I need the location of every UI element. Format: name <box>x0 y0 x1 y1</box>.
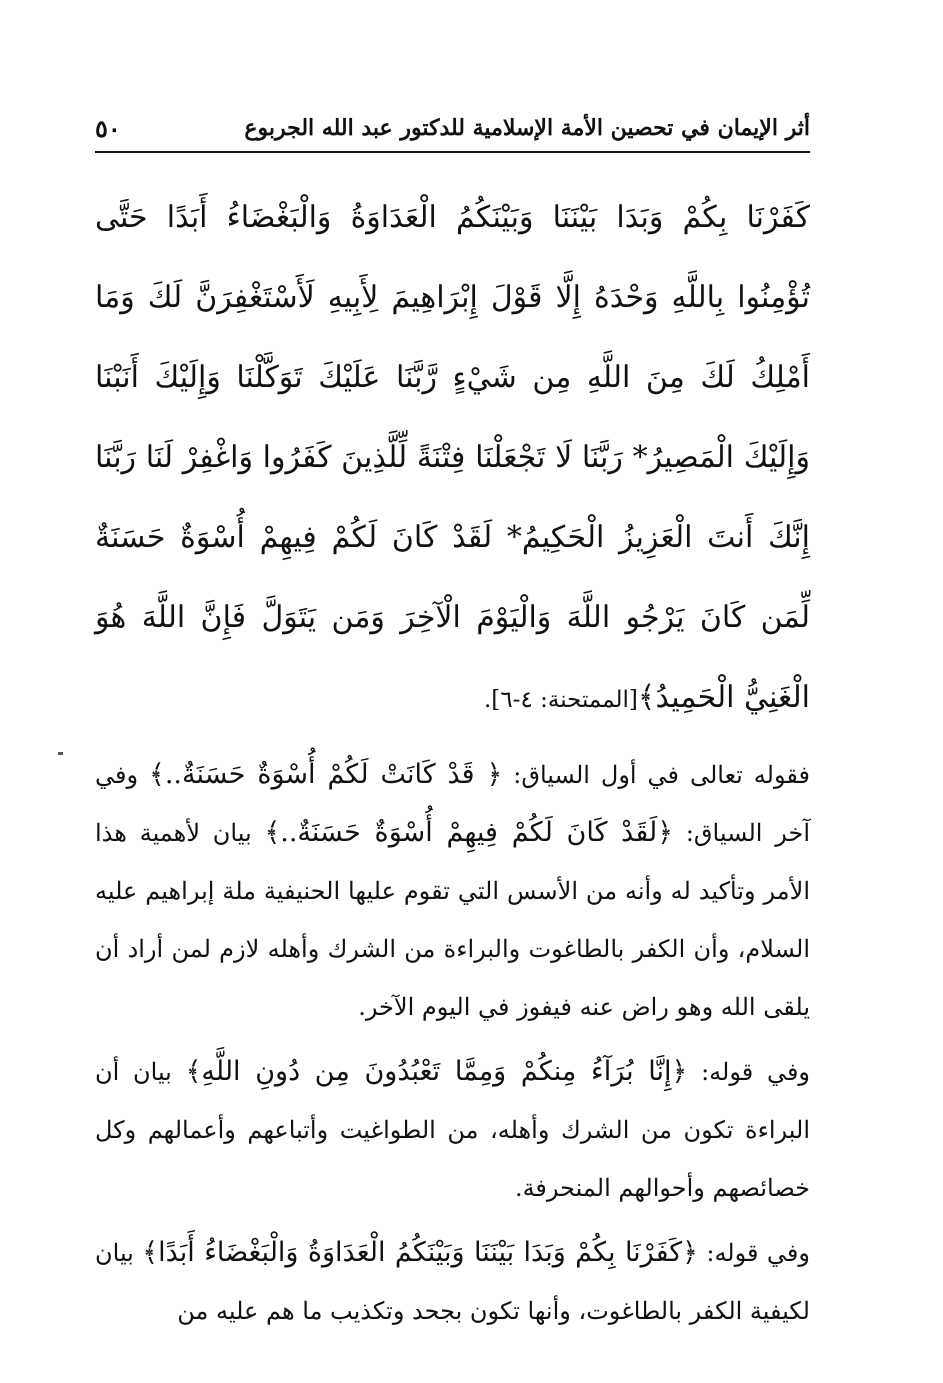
paragraph-2-post: بيان أن البراءة تكون من الشرك وأهله، من الطواغيت وأتباعهم وأعمالهم وكل خصائصهم وأحوالهم المنحرفة. <box>95 1058 810 1202</box>
verse-citation: [الممتحنة: ٤-٦]. <box>484 687 638 713</box>
paragraph-3-pre: وفي قوله: <box>697 1239 810 1267</box>
page-number: ٥٠ <box>95 113 121 143</box>
paragraph-1-quote: ﴿ قَدْ كَانَتْ لَكُمْ أُسْوَةٌ حَسَنَةٌ..﴾ <box>149 759 503 790</box>
scan-margin-mark <box>58 752 63 755</box>
verse-text: كَفَرْنَا بِكُمْ وَبَدَا بَيْنَنَا وَبَيْنَكُمُ الْعَدَاوَةُ وَالْبَغْضَاءُ أَبَدًا حَتَّى تُؤْمِنُوا بِاللَّهِ وَحْدَهُ إِلَّا قَوْلَ إِبْرَاهِيمَ لِأَبِيهِ لَأَسْتَغْفِرَنَّ لَكَ وَمَا أَمْلِكُ لَكَ مِنَ اللَّهِ مِن شَيْءٍ رَّبَّنَا عَلَيْكَ تَوَكَّلْنَا وَإِلَيْكَ أَنَبْنَا وَإِلَيْكَ الْمَصِيرُ* رَبَّنَا لَا تَجْعَلْنَا فِتْنَةً لِّلَّذِينَ كَفَرُوا وَاغْفِرْ لَنَا رَبَّنَا إِنَّكَ أَنتَ الْعَزِيزُ الْحَكِيمُ* لَقَدْ كَانَ لَكُمْ فِيهِمْ أُسْوَةٌ حَسَنَةٌ لِّمَن كَانَ يَرْجُو اللَّهَ وَالْيَوْمَ الْآخِرَ وَمَن يَتَوَلَّ فَإِنَّ اللَّهَ هُوَ الْغَنِيُّ الْحَمِيدُ﴾ <box>95 200 810 715</box>
quran-verse-block <box>95 178 810 740</box>
page-body <box>95 178 810 1340</box>
paragraph-3 <box>95 1224 810 1340</box>
running-header <box>95 108 810 148</box>
paragraph-3-post: بيان لكيفية الكفر بالطاغوت، وأنها تكون بجحد وتكذيب ما هم عليه من <box>95 1239 810 1325</box>
paragraph-1-quote-2: ﴿لَقَدْ كَانَ لَكُمْ فِيهِمْ أُسْوَةٌ حَسَنَةٌ..﴾ <box>264 817 674 848</box>
paragraph-2-pre: وفي قوله: <box>687 1058 811 1086</box>
paragraph-1 <box>95 746 810 1036</box>
paragraph-3-quote: ﴿كَفَرْنَا بِكُمْ وَبَدَا بَيْنَنَا وَبَيْنَكُمُ الْعَدَاوَةُ وَالْبَغْضَاءُ أَبَدًا﴾ <box>142 1237 698 1268</box>
header-title: أثر الإيمان في تحصين الأمة الإسلامية للدكتور عبد الله الجربوع <box>244 115 810 141</box>
header-rule <box>95 151 810 153</box>
paragraph-2-quote: ﴿إِنَّا بُرَآءُ مِنكُمْ وَمِمَّا تَعْبُدُونَ مِن دُونِ اللَّهِ﴾ <box>185 1056 688 1087</box>
paragraph-2 <box>95 1043 810 1217</box>
paragraph-1-post: بيان لأهمية هذا الأمر وتأكيد له وأنه من الأسس التي تقوم عليها الحنيفية ملة إبراهيم عليه السلام، وأن الكفر بالطاغوت والبراءة من الشرك وأهله لازم لمن أراد أن يلقى الله وهو راض عنه فيفوز في اليوم الآخر. <box>95 819 810 1021</box>
paragraph-1-mid: وفي آخر السياق: <box>95 761 810 847</box>
paragraph-1-pre: فقوله تعالى في أول السياق: <box>502 761 810 789</box>
